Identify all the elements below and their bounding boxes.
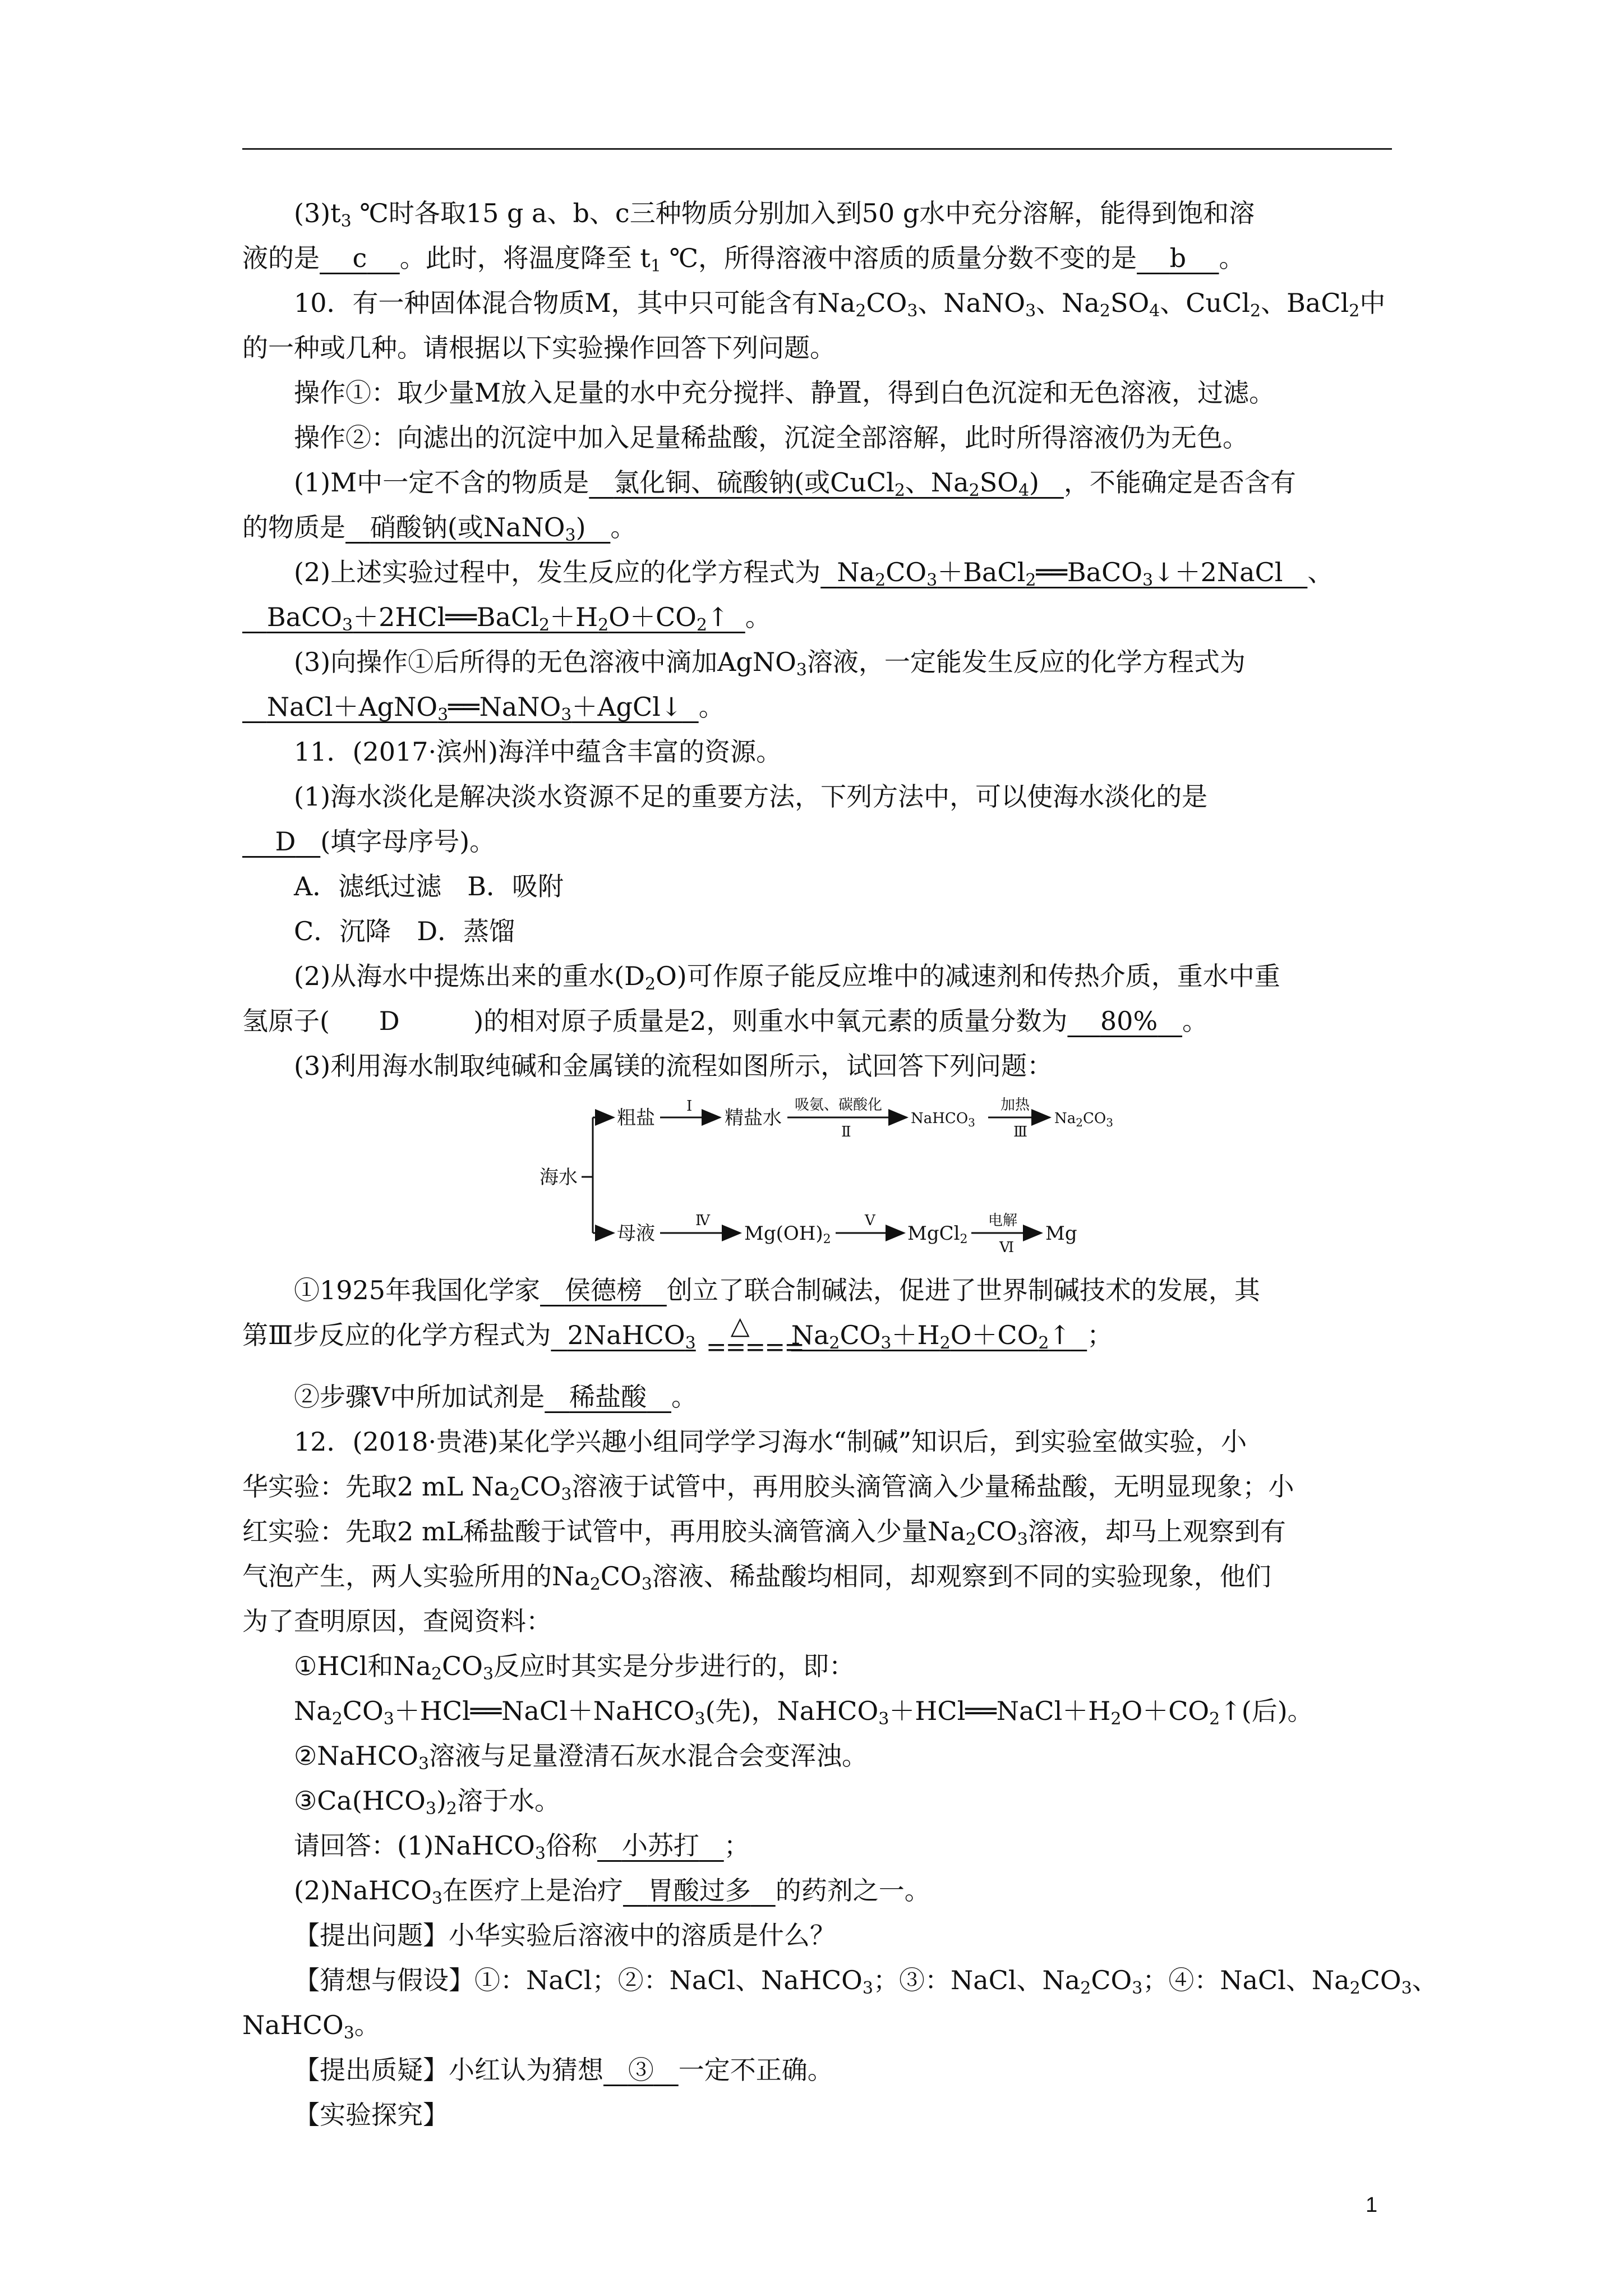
answer-blank: $BaCO_3+2HCl══BaCl_2+H_2O+CO_2↑$	[266, 602, 729, 635]
flow-bottom-node1: 母液	[617, 1222, 655, 1245]
header-rule	[242, 148, 1392, 150]
q10-part1-line2: 的物质是 硝酸钠(或NaNO$_3$) 。	[242, 512, 637, 545]
q11-stem: 11．(2017·滨州)海洋中蕴含丰富的资源。	[294, 737, 782, 767]
q11-sub1-line2: 第Ⅲ步反应的化学方程式为 2NaHCO$_3$ △ ===== $Na_2CO_3+H_2O+CO_2↑$ ；	[242, 1312, 1113, 1361]
heating-condition-sign: △ =====	[706, 1312, 804, 1361]
q10-stem-line1: 10．有一种固体混合物质M，其中只可能含有$Na_2CO_3$、NaNO$_3$、$Na_2SO_4$、CuCl$_2$、BaCl$_2$中	[294, 288, 1386, 321]
flow-step-label: 加热	[1000, 1097, 1030, 1114]
flow-top-node4: $Na_2CO_3$	[1054, 1110, 1113, 1129]
q10-part2-line2: $BaCO_3+2HCl══BaCl_2+H_2O+CO_2↑$ 。	[242, 595, 1392, 639]
q11-part1-line1: (1)海水淡化是解决淡水资源不足的重要方法，下列方法中，可以使海水淡化的是	[294, 781, 1208, 812]
process-flowchart	[242, 1088, 1392, 1268]
page-number: 1	[1366, 2193, 1378, 2217]
flow-bottom-node2: Mg(OH)2	[744, 1222, 831, 1246]
q12-info1-equation: $Na_2CO_3+HCl══NaCl+NaHCO_3$(先)，$NaHCO_3+HCl══NaCl+H_2O+CO_2↑$(后)。	[294, 1696, 1313, 1729]
flow-top-node1: 粗盐	[617, 1107, 655, 1129]
q12-doubt: 【提出质疑】小红认为猜想 ③ 一定不正确。	[294, 2055, 833, 2085]
answer-blank: ③	[628, 2055, 654, 2085]
q12-answer1: 请回答：(1)NaHCO$_3$俗称 小苏打 ；	[294, 1830, 750, 1864]
q11-sub2: ②步骤Ⅴ中所加试剂是 稀盐酸 。	[294, 1382, 697, 1412]
q12-explore: 【实验探究】	[294, 2100, 449, 2130]
q11-options-cd: C．沉降 D．蒸馏	[294, 916, 515, 946]
q12-answer2: (2)NaHCO$_3$在医疗上是治疗 胃酸过多 的药剂之一。	[294, 1875, 930, 1908]
q12-info2: ②NaHCO$_3$溶液与足量澄清石灰水混合会变浑浊。	[294, 1741, 868, 1774]
q10-part1-line1: (1)M中一定不含的物质是 氯化铜、硫酸钠(或CuCl$_2$、$Na_2SO_4$) ，不能确定是否含有	[294, 467, 1296, 500]
q12-hypothesis-line1: 【猜想与假设】①：NaCl；②：NaCl、NaHCO$_3$；③：NaCl、$Na_2CO_3$；④：NaCl、$Na_2CO_3$、	[294, 1965, 1438, 1998]
answer-blank: $Na_2CO_3+H_2O+CO_2↑$	[791, 1320, 1071, 1353]
answer-blank: NaCl＋AgNO$_3$══NaNO$_3$＋AgCl↓	[266, 692, 683, 725]
flow-step-label: Ⅰ	[686, 1098, 693, 1115]
answer-blank: 80%	[1100, 1006, 1158, 1036]
flow-top-node3: NaHCO$_3$	[911, 1110, 975, 1129]
q11-part3: (3)利用海水制取纯碱和金属镁的流程如图所示，试回答下列问题：	[294, 1051, 1053, 1081]
q11-part2-line2: 氢原子( D )的相对原子质量是2，则重水中氧元素的质量分数为 80% 。	[242, 1006, 1209, 1036]
q9-part3-line1: $(3)t_3$ ℃时各取15 g a、b、c三种物质分别加入到50 g水中充分溶解，能得到饱和溶	[294, 198, 1255, 231]
document-body	[242, 191, 1438, 2137]
q11-part1-line2: D (填字母序号)。	[242, 819, 1392, 864]
flow-step-label: Ⅲ	[1013, 1124, 1028, 1140]
q10-part2-line1: (2)上述实验过程中，发生反应的化学方程式为 $Na_2CO_3+BaCl_2══BaCO_3↓+2NaCl$ 、	[294, 557, 1334, 590]
flow-step-label: 电解	[988, 1212, 1018, 1229]
flow-step-label: Ⅵ	[999, 1239, 1015, 1256]
q11-options-ab: A．滤纸过滤 B．吸附	[294, 871, 564, 901]
answer-blank: 侯德榜	[564, 1275, 642, 1305]
q12-question: 【提出问题】小华实验后溶液中的溶质是什么？	[294, 1920, 836, 1950]
q12-line2: 华实验：先取2 mL $Na_2CO_3$溶液于试管中，再用胶头滴管滴入少量稀盐酸，无明显现象；小	[242, 1471, 1294, 1504]
q12-line1: 12．(2018·贵港)某化学兴趣小组同学学习海水“制碱”知识后，到实验室做实验，小	[294, 1427, 1247, 1457]
q10-part3-line1: (3)向操作①后所得的无色溶液中滴加AgNO$_3$溶液，一定能发生反应的化学方程式为	[294, 647, 1246, 680]
q12-info1: ①HCl和$Na_2CO_3$反应时其实是分步进行的，即：	[294, 1651, 855, 1684]
answer-blank: 小苏打	[621, 1830, 699, 1861]
q12-line5: 为了查明原因，查阅资料：	[242, 1606, 552, 1636]
flow-step-label: Ⅴ	[865, 1212, 875, 1229]
answer-blank: 氯化铜、硫酸钠(或CuCl$_2$、$Na_2SO_4$)	[614, 467, 1039, 500]
flow-bottom-node3: MgCl2	[907, 1222, 968, 1246]
q12-info3: $③Ca(HCO_3)_2$溶于水。	[294, 1786, 560, 1819]
flow-top-node2: 精盐水	[725, 1107, 782, 1129]
q12-line4: 气泡产生，两人实验所用的$Na_2CO_3$溶液、稀盐酸均相同，却观察到不同的实验现象，他们	[242, 1561, 1271, 1594]
flow-step-label: Ⅳ	[695, 1212, 710, 1229]
flow-step-label: 吸氨、碳酸化	[795, 1097, 883, 1114]
q10-operation1: 操作①：取少量M放入足量的水中充分搅拌、静置，得到白色沉淀和无色溶液，过滤。	[294, 378, 1275, 408]
flow-source: 海水	[540, 1166, 578, 1189]
q11-part2-line1: (2)从海水中提炼出来的重水$(D_2O)$可作原子能反应堆中的减速剂和传热介质，重水中重	[294, 961, 1280, 994]
answer-blank: 2NaHCO$_3$	[567, 1320, 696, 1353]
q10-stem-line2: 的一种或几种。请根据以下实验操作回答下列问题。	[242, 333, 836, 363]
answer-blank: 胃酸过多	[647, 1875, 751, 1906]
q9-part3-line2: 液的是 c 。此时，将温度降至 $t_1$ ℃，所得溶液中溶质的质量分数不变的是 b 。	[242, 243, 1245, 276]
q12-line3: 红实验：先取2 mL稀盐酸于试管中，再用胶头滴管滴入少量$Na_2CO_3$溶液，却马上观察到有	[242, 1516, 1286, 1549]
q12-hypothesis-line2: NaHCO$_3$。	[242, 2010, 380, 2043]
q10-operation2: 操作②：向滤出的沉淀中加入足量稀盐酸，沉淀全部溶解，此时所得溶液仍为无色。	[294, 422, 1248, 453]
answer-blank: c	[352, 243, 367, 273]
answer-blank: 稀盐酸	[569, 1382, 647, 1412]
answer-blank: b	[1169, 243, 1187, 273]
answer-blank: D	[275, 826, 296, 857]
q11-sub1-line1: ①1925年我国化学家 侯德榜 创立了联合制碱法，促进了世界制碱技术的发展，其	[294, 1275, 1260, 1305]
answer-blank: 硝酸钠(或NaNO$_3$)	[370, 512, 586, 545]
answer-blank: $Na_2CO_3+BaCl_2══BaCO_3↓+2NaCl$	[837, 557, 1283, 590]
q10-part3-line2: NaCl＋AgNO$_3$══NaNO$_3$＋AgCl↓ 。	[242, 684, 1392, 729]
flow-bottom-node4: Mg	[1045, 1222, 1077, 1245]
flow-step-label: Ⅱ	[841, 1124, 851, 1140]
